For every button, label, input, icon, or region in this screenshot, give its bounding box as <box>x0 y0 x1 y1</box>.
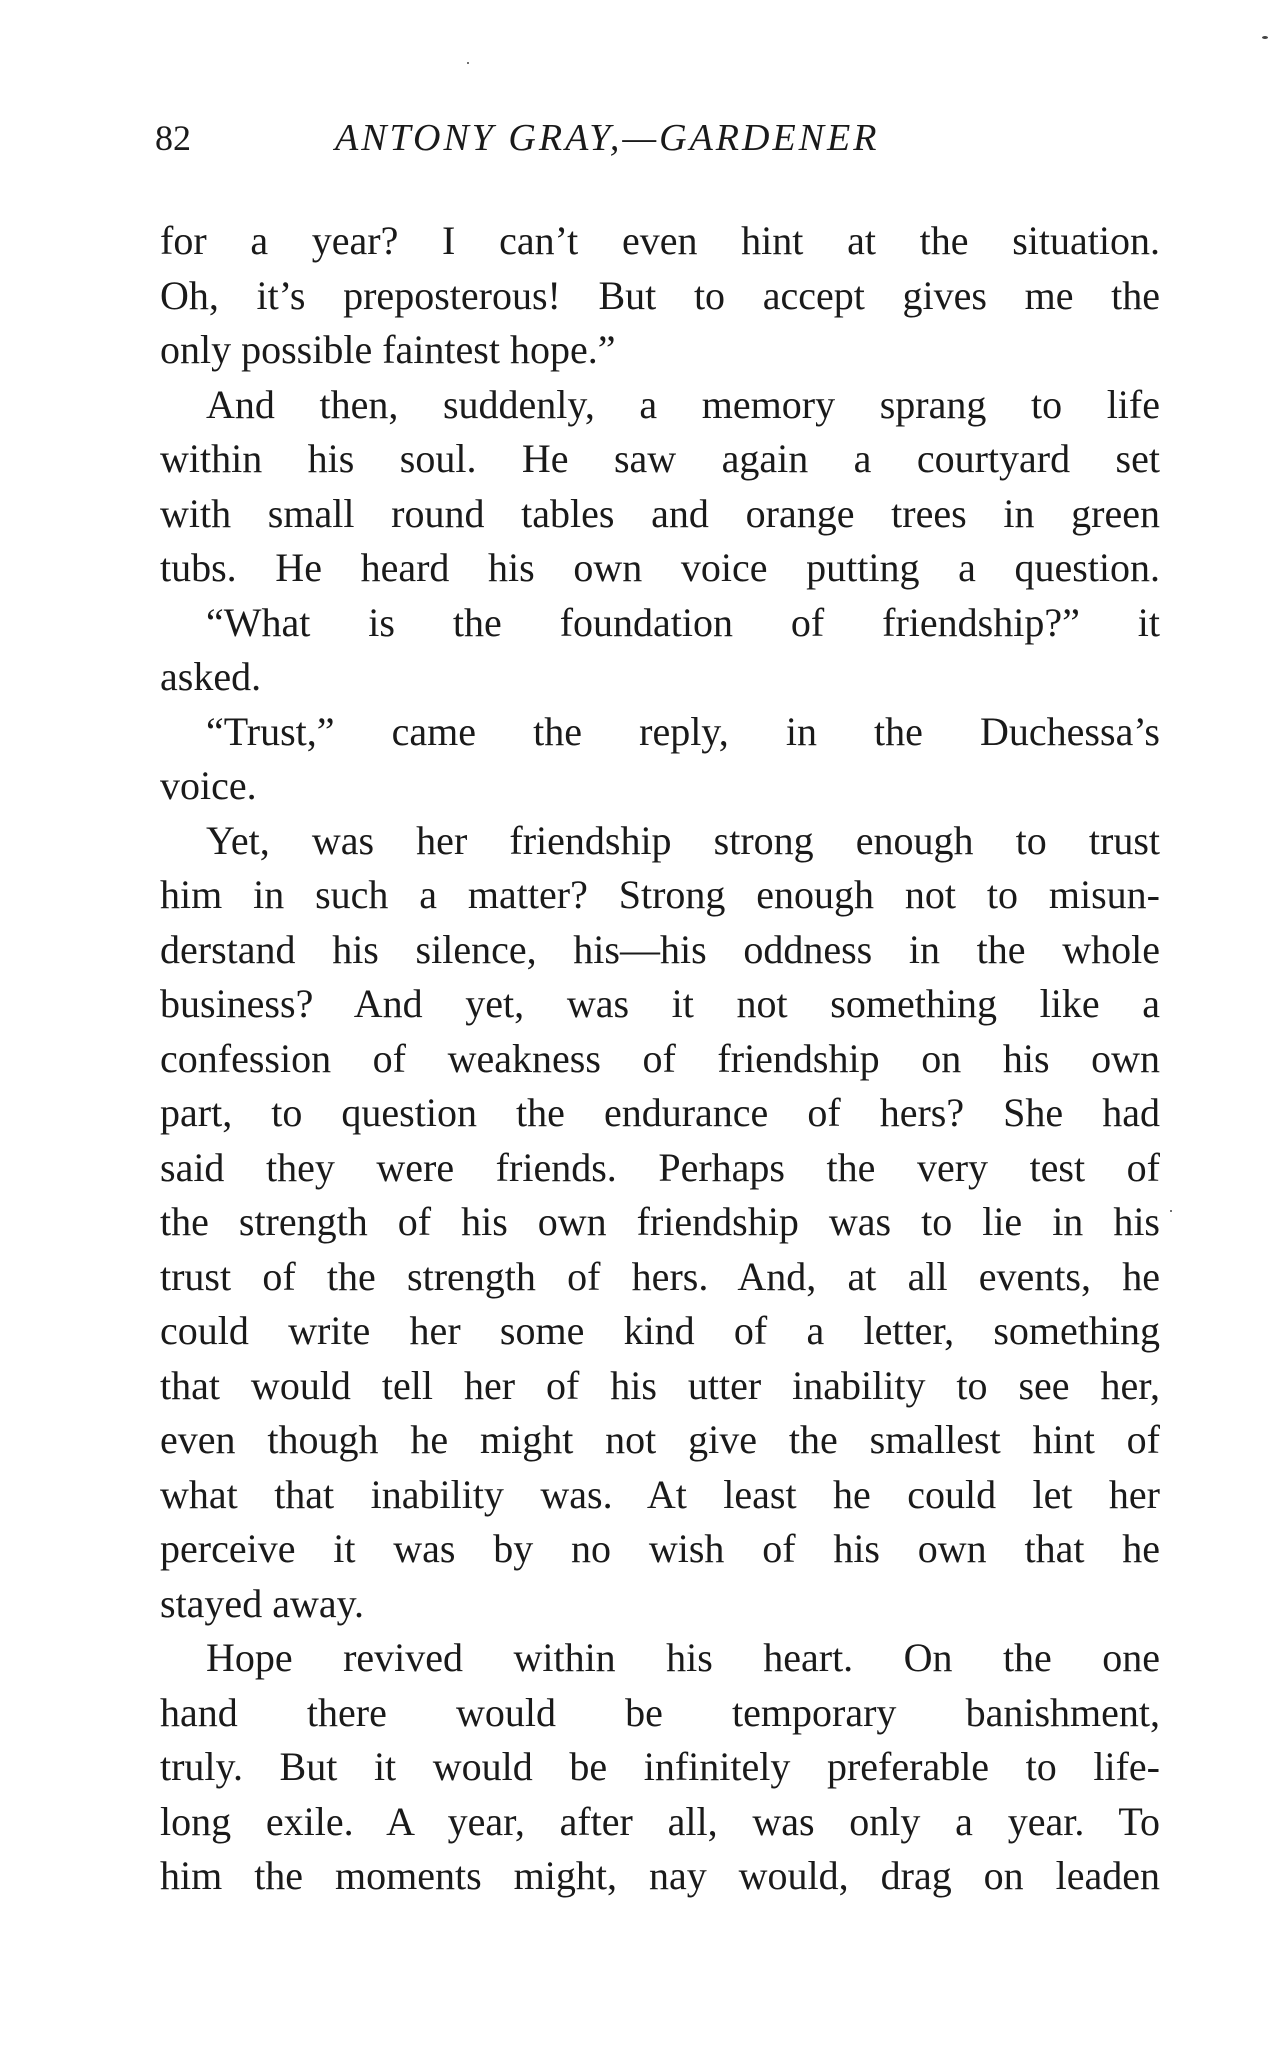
running-head <box>155 108 1155 168</box>
text-line: hand there would be temporary banishment, <box>160 1689 1160 1735</box>
text-line: him the moments might, nay would, drag on leaden <box>160 1853 1160 1898</box>
text-line: And then, suddenly, a memory sprang to life <box>206 381 1160 427</box>
text-line: only possible faintest hope.” <box>160 327 616 372</box>
text-line: the strength of his own friendship was to lie in his <box>160 1199 1160 1244</box>
text-line: within his soul. He saw again a courtyard set <box>160 436 1160 481</box>
text-line: even though he might not give the smallest hint of <box>160 1417 1160 1462</box>
text-line: confession of weakness of friendship on his own <box>160 1035 1160 1081</box>
text-line: for a year? I can’t even hint at the situation. <box>160 218 1160 263</box>
text-line: him in such a matter? Strong enough not to misun- <box>160 872 1160 917</box>
text-line: Hope revived within his heart. On the one <box>206 1635 1160 1680</box>
text-line: Yet, was her friendship strong enough to trust <box>206 817 1160 863</box>
page-number: 82 <box>155 118 191 158</box>
text-line: business? And yet, was it not something like a <box>160 981 1160 1026</box>
text-line: “What is the foundation of friendship?” it <box>206 599 1160 645</box>
text-line: derstand his silence, his—his oddness in the whole <box>160 926 1160 972</box>
text-line: asked. <box>160 654 262 699</box>
text-line: voice. <box>160 763 257 808</box>
text-line: stayed away. <box>160 1580 364 1626</box>
paper-speck <box>1262 36 1268 39</box>
text-line: truly. But it would be infinitely preferable to life- <box>160 1744 1160 1789</box>
text-line: that would tell her of his utter inability to see her, <box>160 1362 1160 1408</box>
text-line: perceive it was by no wish of his own that he <box>160 1526 1160 1571</box>
text-line: with small round tables and orange trees in green <box>160 490 1160 536</box>
text-line: trust of the strength of hers. And, at all events, he <box>160 1253 1160 1299</box>
text-line: Oh, it’s preposterous! But to accept gives me the <box>160 272 1160 318</box>
text-line: tubs. He heard his own voice putting a question. <box>160 545 1160 590</box>
text-line: what that inability was. At least he could let her <box>160 1471 1160 1517</box>
paper-speck <box>1170 1210 1172 1212</box>
text-line: said they were friends. Perhaps the very test of <box>160 1144 1160 1190</box>
text-line: could write her some kind of a letter, something <box>160 1308 1160 1353</box>
body-text <box>160 214 1160 1904</box>
text-line: long exile. A year, after all, was only a year. To <box>160 1798 1160 1844</box>
text-line: part, to question the endurance of hers? She had <box>160 1090 1160 1135</box>
text-line: “Trust,” came the reply, in the Duchessa’s <box>206 708 1160 754</box>
paper-speck <box>467 62 469 64</box>
running-title: ANTONY GRAY,—GARDENER <box>335 117 880 159</box>
